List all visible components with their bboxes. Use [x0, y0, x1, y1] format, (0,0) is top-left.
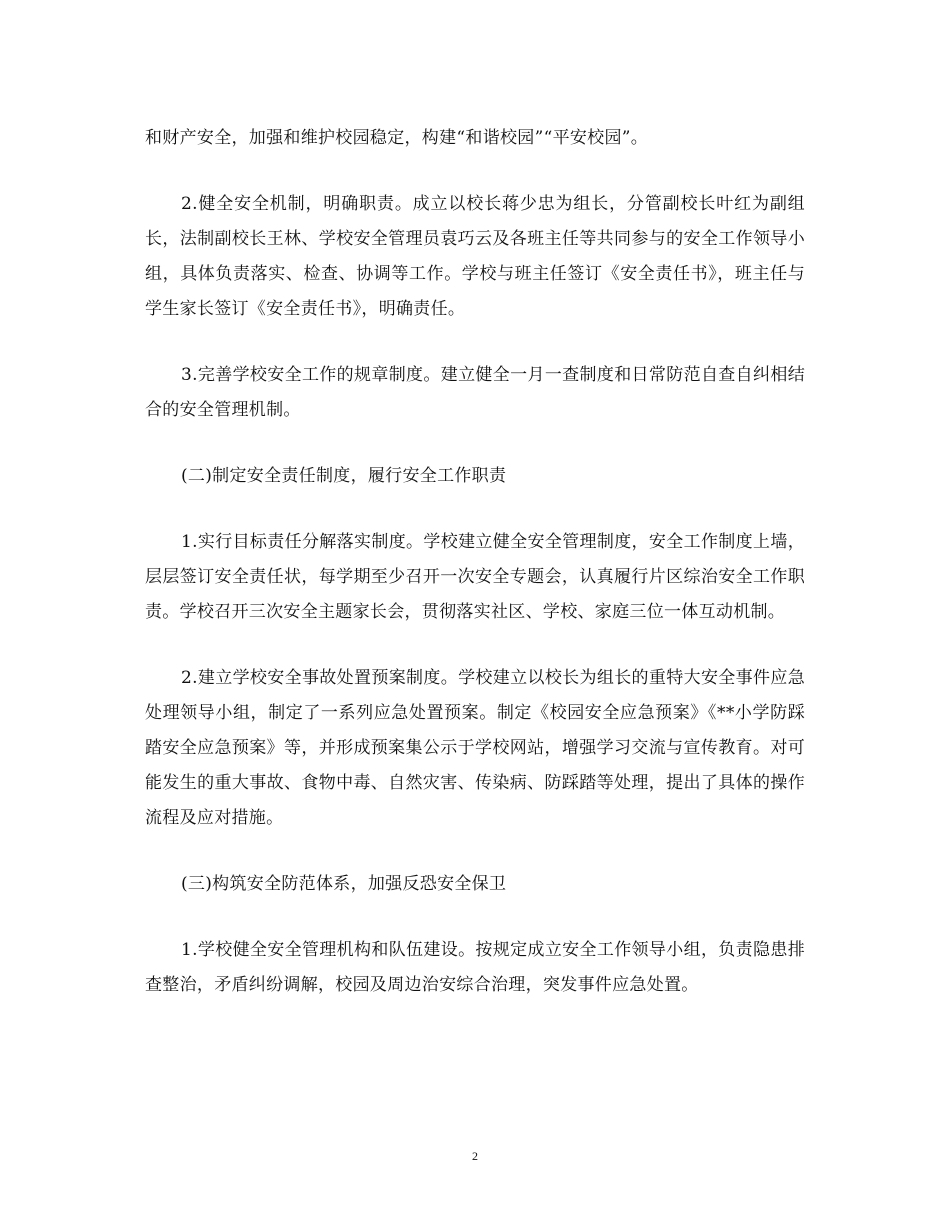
paragraph-item-1-target-responsibility: 1.实行目标责任分解落实制度。学校建立健全安全管理制度，安全工作制度上墙，层层签订安全责任状，每学期至少召开一次安全专题会，认真履行片区综治安全工作职责。学校召开三次安全主题家长会，贯彻落实社区、学校、家庭三位一体互动机制。 [145, 532, 805, 622]
section-heading-3: (三)构筑安全防范体系，加强反恐安全保卫 [181, 874, 507, 894]
document-body [145, 121, 805, 1003]
paragraph-item-3-regulations: 3.完善学校安全工作的规章制度。建立健全一月一查制度和日常防范自查自纠相结合的安全管理机制。 [145, 365, 805, 420]
paragraph-item-2-safety-mechanism: 2.健全安全机制，明确职责。成立以校长蒋少忠为组长，分管副校长叶红为副组长，法制副校长王林、学校安全管理员袁巧云及各班主任等共同参与的安全工作领导小组，具体负责落实、检查、协调等工作。学校与班主任签订《安全责任书》，班主任与学生家长签订《安全责任书》，明确责任。 [145, 194, 805, 319]
paragraph-item-1-management-team: 1.学校健全安全管理机构和队伍建设。按规定成立安全工作领导小组，负责隐患排查整治，矛盾纠纷调解，校园及周边治安综合治理，突发事件应急处置。 [145, 940, 805, 995]
page-number: 2 [472, 1149, 478, 1163]
paragraph-continuation: 和财产安全，加强和维护校园稳定，构建“和谐校园”“平安校园”。 [145, 128, 649, 148]
paragraph-item-2-emergency-plan: 2.建立学校安全事故处置预案制度。学校建立以校长为组长的重特大安全事件应急处理领导小组，制定了一系列应急处置预案。制定《校园安全应急预案》《**小学防踩踏安全应急预案》等，并形成预案集公示于学校网站，增强学习交流与宣传教育。对可能发生的重大事故、食物中毒、自然灾害、传染病、防踩踏等处理，提出了具体的操作流程及应对措施。 [145, 668, 805, 828]
section-heading-2: (二)制定安全责任制度，履行安全工作职责 [181, 466, 507, 486]
